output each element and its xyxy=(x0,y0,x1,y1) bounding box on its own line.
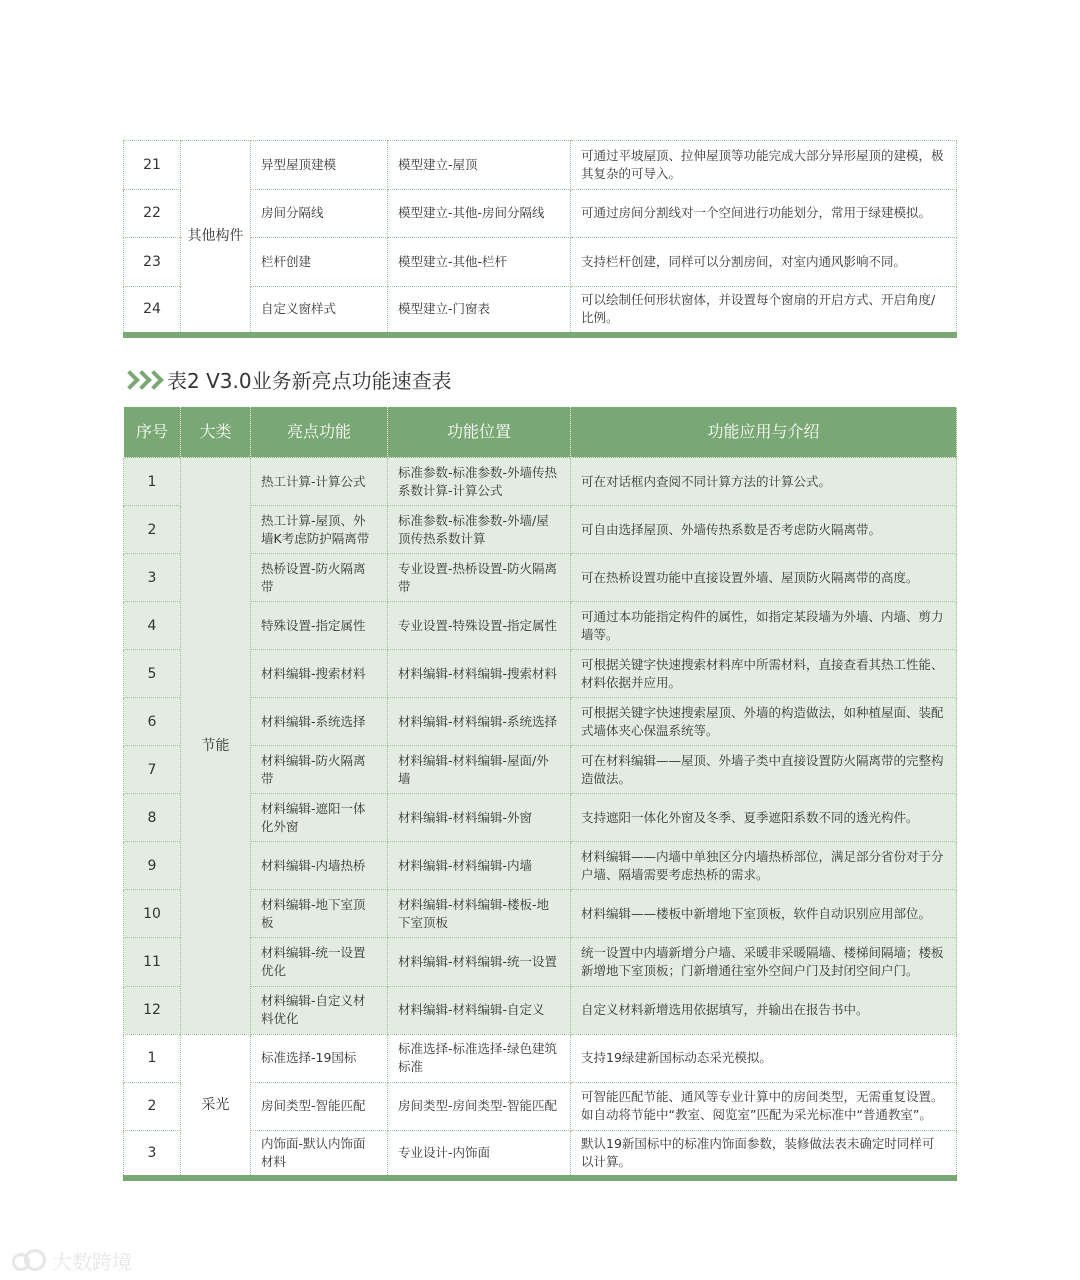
row-number: 10 xyxy=(124,890,181,938)
feature-cell: 热工计算-屋顶、外墙K考虑防护隔离带 xyxy=(251,506,388,554)
header-location: 功能位置 xyxy=(388,407,571,458)
description-cell: 可在热桥设置功能中直接设置外墙、屋顶防火隔离带的高度。 xyxy=(571,554,957,602)
location-cell: 材料编辑-材料编辑-搜索材料 xyxy=(388,650,571,698)
feature-cell: 热桥设置-防火隔离带 xyxy=(251,554,388,602)
header-no: 序号 xyxy=(124,407,181,458)
description-cell: 可在材料编辑——屋顶、外墙子类中直接设置防火隔离带的完整构造做法。 xyxy=(571,746,957,794)
feature-cell: 异型屋顶建模 xyxy=(251,141,388,190)
caption-text: 表2 V3.0业务新亮点功能速查表 xyxy=(167,368,452,393)
description-cell: 支持栏杆创建，同样可以分割房间，对室内通风影响不同。 xyxy=(571,238,957,287)
description-cell: 支持19绿建新国标动态采光模拟。 xyxy=(571,1034,957,1082)
feature-cell: 自定义窗样式 xyxy=(251,286,388,335)
row-number: 4 xyxy=(124,602,181,650)
description-cell: 统一设置中内墙新增分户墙、采暖非采暖隔墙、楼梯间隔墙；楼板新增地下室顶板；门新增通往室外空间户门及封闭空间户门。 xyxy=(571,938,957,986)
table-caption xyxy=(123,364,452,394)
row-number: 3 xyxy=(124,1130,181,1178)
header-category: 大类 xyxy=(181,407,251,458)
feature-cell: 特殊设置-指定属性 xyxy=(251,602,388,650)
feature-cell: 栏杆创建 xyxy=(251,238,388,287)
watermark-logo-icon xyxy=(12,1249,46,1273)
watermark xyxy=(12,1246,132,1275)
row-number: 5 xyxy=(124,650,181,698)
description-cell: 可在对话框内查阅不同计算方法的计算公式。 xyxy=(571,458,957,506)
description-cell: 可以绘制任何形状窗体，并设置每个窗扇的开启方式、开启角度/比例。 xyxy=(571,286,957,335)
row-number: 6 xyxy=(124,698,181,746)
row-number: 21 xyxy=(124,141,181,190)
row-number: 2 xyxy=(124,506,181,554)
row-number: 23 xyxy=(124,238,181,287)
location-cell: 模型建立-其他-栏杆 xyxy=(388,238,571,287)
location-cell: 模型建立-其他-房间分隔线 xyxy=(388,189,571,238)
row-number: 12 xyxy=(124,986,181,1034)
description-cell: 材料编辑——楼板中新增地下室顶板，软件自动识别应用部位。 xyxy=(571,890,957,938)
table-row xyxy=(124,458,957,506)
location-cell: 标准参数-标准参数-外墙/屋顶传热系数计算 xyxy=(388,506,571,554)
description-cell: 自定义材料新增选用依据填写，并输出在报告书中。 xyxy=(571,986,957,1034)
location-cell: 专业设置-特殊设置-指定属性 xyxy=(388,602,571,650)
table-row xyxy=(124,1034,957,1082)
feature-cell: 材料编辑-遮阳一体化外窗 xyxy=(251,794,388,842)
table-continuation xyxy=(123,140,957,338)
location-cell: 材料编辑-材料编辑-自定义 xyxy=(388,986,571,1034)
feature-cell: 材料编辑-防火隔离带 xyxy=(251,746,388,794)
feature-cell: 热工计算-计算公式 xyxy=(251,458,388,506)
header-feature: 亮点功能 xyxy=(251,407,388,458)
feature-cell: 材料编辑-地下室顶板 xyxy=(251,890,388,938)
description-cell: 可通过房间分割线对一个空间进行功能划分，常用于绿建模拟。 xyxy=(571,189,957,238)
description-cell: 可根据关键字快速搜索材料库中所需材料，直接查看其热工性能、材料依据并应用。 xyxy=(571,650,957,698)
feature-cell: 房间类型-智能匹配 xyxy=(251,1082,388,1130)
row-number: 1 xyxy=(124,458,181,506)
feature-cell: 材料编辑-自定义材料优化 xyxy=(251,986,388,1034)
feature-cell: 标准选择-19国标 xyxy=(251,1034,388,1082)
row-number: 9 xyxy=(124,842,181,890)
description-cell: 可自由选择屋顶、外墙传热系数是否考虑防火隔离带。 xyxy=(571,506,957,554)
feature-cell: 材料编辑-内墙热桥 xyxy=(251,842,388,890)
description-cell: 可根据关键字快速搜索屋顶、外墙的构造做法，如种植屋面、装配式墙体夹心保温系统等。 xyxy=(571,698,957,746)
row-number: 24 xyxy=(124,286,181,335)
location-cell: 材料编辑-材料编辑-系统选择 xyxy=(388,698,571,746)
row-number: 7 xyxy=(124,746,181,794)
description-cell: 可通过本功能指定构件的属性，如指定某段墙为外墙、内墙、剪力墙等。 xyxy=(571,602,957,650)
location-cell: 材料编辑-材料编辑-屋面/外墙 xyxy=(388,746,571,794)
feature-cell: 内饰面-默认内饰面材料 xyxy=(251,1130,388,1178)
location-cell: 标准选择-标准选择-绿色建筑标准 xyxy=(388,1034,571,1082)
row-number: 2 xyxy=(124,1082,181,1130)
table-header-row xyxy=(124,407,957,458)
location-cell: 材料编辑-材料编辑-内墙 xyxy=(388,842,571,890)
watermark-text: 大数跨境 xyxy=(52,1250,132,1274)
location-cell: 材料编辑-材料编辑-外窗 xyxy=(388,794,571,842)
location-cell: 房间类型-房间类型-智能匹配 xyxy=(388,1082,571,1130)
category-cell: 节能 xyxy=(181,458,251,1035)
location-cell: 模型建立-屋顶 xyxy=(388,141,571,190)
location-cell: 材料编辑-材料编辑-统一设置 xyxy=(388,938,571,986)
location-cell: 模型建立-门窗表 xyxy=(388,286,571,335)
description-cell: 可智能匹配节能、通风等专业计算中的房间类型，无需重复设置。如自动将节能中“教室、阅览室”匹配为采光标准中“普通教室”。 xyxy=(571,1082,957,1130)
row-number: 1 xyxy=(124,1034,181,1082)
row-number: 8 xyxy=(124,794,181,842)
row-number: 11 xyxy=(124,938,181,986)
location-cell: 材料编辑-材料编辑-楼板-地下室顶板 xyxy=(388,890,571,938)
description-cell: 支持遮阳一体化外窗及冬季、夏季遮阳系数不同的透光构件。 xyxy=(571,794,957,842)
description-cell: 材料编辑——内墙中单独区分内墙热桥部位，满足部分省份对于分户墙、隔墙需要考虑热桥的需求。 xyxy=(571,842,957,890)
feature-table xyxy=(123,406,957,1181)
feature-cell: 房间分隔线 xyxy=(251,189,388,238)
location-cell: 专业设置-热桥设置-防火隔离带 xyxy=(388,554,571,602)
row-number: 22 xyxy=(124,189,181,238)
feature-cell: 材料编辑-系统选择 xyxy=(251,698,388,746)
category-cell: 采光 xyxy=(181,1034,251,1178)
row-number: 3 xyxy=(124,554,181,602)
description-cell: 默认19新国标中的标准内饰面参数，装修做法表未确定时同样可以计算。 xyxy=(571,1130,957,1178)
feature-cell: 材料编辑-统一设置优化 xyxy=(251,938,388,986)
category-cell: 其他构件 xyxy=(181,141,251,335)
location-cell: 标准参数-标准参数-外墙传热系数计算-计算公式 xyxy=(388,458,571,506)
location-cell: 专业设计-内饰面 xyxy=(388,1130,571,1178)
header-description: 功能应用与介绍 xyxy=(571,407,957,458)
description-cell: 可通过平坡屋顶、拉伸屋顶等功能完成大部分异形屋顶的建模，极其复杂的可导入。 xyxy=(571,141,957,190)
feature-cell: 材料编辑-搜索材料 xyxy=(251,650,388,698)
table-row xyxy=(124,141,957,190)
chevrons-icon xyxy=(123,370,159,388)
